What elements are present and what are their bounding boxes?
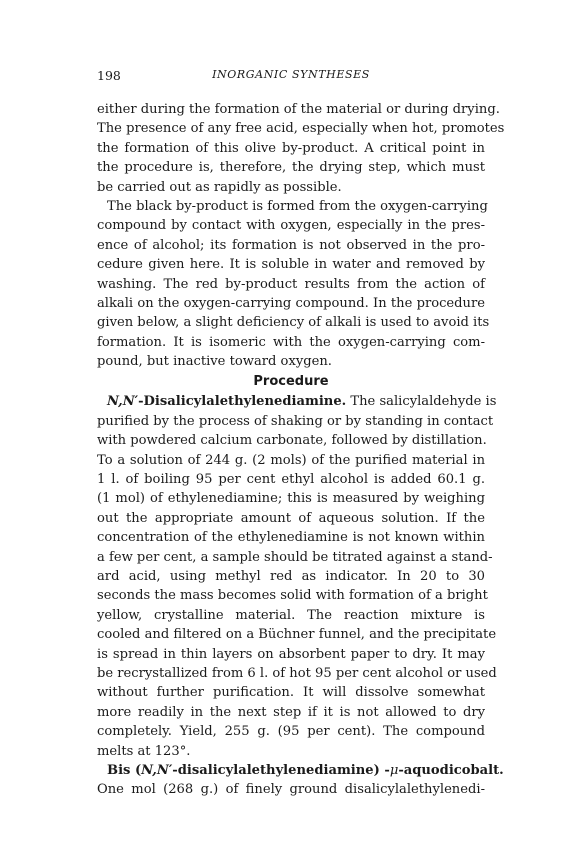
page-number: 198 [97, 68, 121, 83]
text-line: One mol (268 g.) of finely ground disalicylalethylenedi- [97, 782, 485, 798]
text-line: ard acid, using methyl red as indicator. In 20 to 30 [97, 568, 485, 584]
running-title: INORGANIC SYNTHESES [212, 68, 370, 81]
text-line: more readily in the next step if it is not allowed to dry [97, 704, 485, 720]
text-line: out the appropriate amount of aqueous solution. If the [97, 510, 485, 526]
compound-heading-part: Bis ( [107, 762, 142, 778]
text-line: The presence of any free acid, especially when hot, promotes [97, 121, 505, 137]
text-line: without further purification. It will dissolve somewhat [97, 685, 485, 701]
text-line: completely. Yield, 255 g. (95 per cent). The compound [97, 724, 485, 740]
paragraph-4 [97, 761, 504, 800]
text-line: a few per cent, a sample should be titrated against a stand- [97, 549, 493, 565]
paragraph-1 [97, 100, 505, 197]
text-line: given below, a slight deficiency of alkali is used to avoid its [97, 315, 490, 331]
text-line: melts at 123°. [97, 743, 191, 759]
text-line: the formation of this olive by-product. A critical point in [97, 140, 485, 156]
compound-heading-part: -disalicylalethylenediamine) - [172, 762, 390, 778]
text-line: compound by contact with oxygen, especially in the pres- [97, 218, 485, 234]
text-line: ence of alcohol; its formation is not observed in the pro- [97, 237, 485, 253]
text-line: with powdered calcium carbonate, followed by distillation. [97, 433, 487, 449]
text-run: The salicylaldehyde is [346, 394, 497, 410]
text-line: purified by the process of shaking or by standing in contact [97, 413, 494, 429]
compound-name-italic: N,N′ [141, 762, 173, 778]
compound-heading-part: -aquodicobalt. [398, 762, 504, 778]
compound-name-heading: -Disalicylalethylenediamine. [138, 394, 347, 410]
text-line: seconds the mass becomes solid with formation of a bright [97, 588, 488, 604]
text-line [97, 761, 504, 780]
paragraph-2 [97, 197, 490, 372]
text-line: be carried out as rapidly as possible. [97, 179, 342, 195]
text-line: is spread in thin layers on absorbent paper to dry. It may [97, 646, 485, 662]
text-line [97, 392, 497, 411]
text-line: cooled and filtered on a Büchner funnel, and the precipitate [97, 627, 497, 643]
text-line: yellow, crystalline material. The reaction mixture is [97, 607, 485, 623]
text-line: alkali on the oxygen-carrying compound. In the procedure [97, 295, 485, 311]
text-line: cedure given here. It is soluble in water and removed by [97, 257, 485, 273]
page-body [97, 100, 505, 800]
text-line: pound, but inactive toward oxygen. [97, 354, 332, 370]
text-line: washing. The red by-product results from the action of [97, 276, 485, 292]
text-line: 1 l. of boiling 95 per cent ethyl alcohol is added 60.1 g. [97, 472, 485, 488]
procedure-heading: Procedure [253, 374, 329, 390]
text-line: be recrystallized from 6 l. of hot 95 per cent alcohol or used [97, 665, 497, 681]
text-line: either during the formation of the material or during drying. [97, 102, 500, 117]
compound-name-italic: N,N′ [107, 394, 139, 410]
mu-symbol: μ [389, 762, 399, 778]
text-line: concentration of the ethylenediamine is not known within [97, 530, 485, 546]
paragraph-3 [97, 392, 497, 760]
text-line: formation. It is isomeric with the oxygen-carrying com- [97, 334, 485, 350]
text-line: To a solution of 244 g. (2 mols) of the purified material in [97, 452, 485, 468]
text-line: the procedure is, therefore, the drying step, which must [97, 160, 485, 176]
book-page [97, 68, 505, 800]
page-header [97, 68, 485, 92]
text-line: The black by-product is formed from the oxygen-carrying [107, 198, 488, 214]
text-line: (1 mol) of ethylenediamine; this is measured by weighing [97, 491, 485, 507]
